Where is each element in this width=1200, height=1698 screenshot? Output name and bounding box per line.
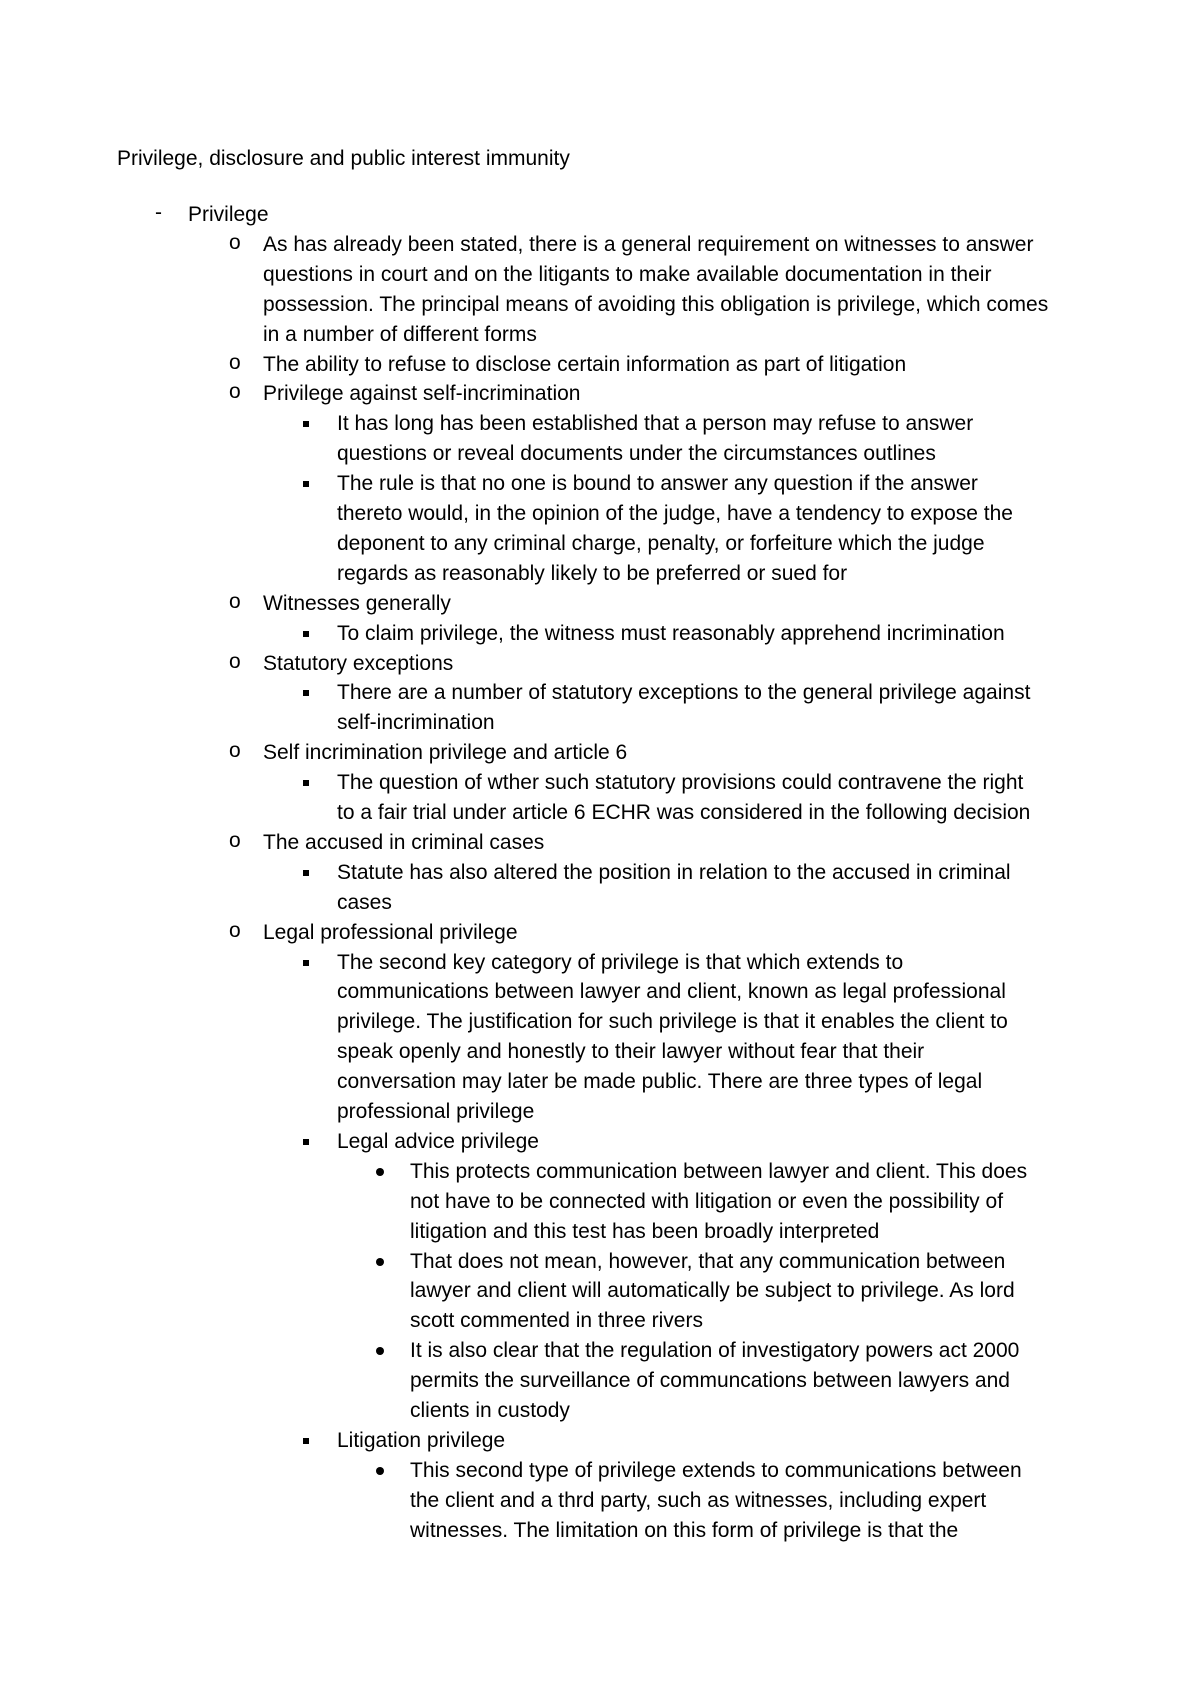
outline-subitem-text: speak openly and honestly to their lawyer without fear that their: [337, 1040, 925, 1064]
circle-bullet: o: [229, 649, 241, 673]
square-bullet: [303, 1438, 309, 1444]
circle-bullet: o: [229, 739, 241, 763]
outline-item-text: Privilege against self-incrimination: [263, 382, 581, 406]
square-bullet: [303, 1139, 309, 1145]
outline-subitem-text: questions or reveal documents under the circumstances outlines: [337, 442, 936, 466]
outline-bullet-text: litigation and this test has been broadly interpreted: [410, 1219, 880, 1243]
round-bullet: [376, 1347, 384, 1355]
circle-bullet: o: [229, 350, 241, 374]
square-bullet: [303, 690, 309, 696]
outline-item-text: The accused in criminal cases: [263, 830, 545, 854]
outline-subitem-text: There are a number of statutory exceptions to the general privilege against: [337, 681, 1031, 705]
outline-bullet-text: This protects communication between lawyer and client. This does: [410, 1159, 1028, 1183]
outline-item-text: The ability to refuse to disclose certain information as part of litigation: [263, 352, 907, 376]
outline-item-text: As has already been stated, there is a general requirement on witnesses to answer: [263, 232, 1034, 256]
outline-item-text: Legal professional privilege: [263, 920, 518, 944]
circle-bullet: o: [229, 589, 241, 613]
circle-bullet: o: [229, 230, 241, 254]
circle-bullet: o: [229, 828, 241, 852]
outline-item-text: questions in court and on the litigants to make available documentation in their: [263, 262, 992, 286]
outline-subitem-text: thereto would, in the opinion of the judge, have a tendency to expose the: [337, 502, 1013, 525]
outline-item-text: in a number of different forms: [263, 322, 537, 346]
outline-bullet-text: not have to be connected with litigation or even the possibility of: [410, 1189, 1004, 1213]
outline-subitem-text: regards as reasonably likely to be preferred or sued for: [337, 561, 848, 585]
outline-bullet-text: permits the surveillance of communcations between lawyers and: [410, 1369, 1010, 1393]
outline-subitem-text: It has long has been established that a person may refuse to answer: [337, 412, 974, 436]
round-bullet: [376, 1168, 384, 1176]
round-bullet: [376, 1258, 384, 1266]
outline-subitem-text: Litigation privilege: [337, 1428, 506, 1452]
outline-bullet-text: clients in custody: [410, 1399, 570, 1422]
round-bullet: [376, 1467, 384, 1475]
outline-subitem-text: Statute has also altered the position in relation to the accused in criminal: [337, 860, 1011, 884]
outline-bullet-text: scott commented in three rivers: [410, 1309, 703, 1333]
circle-bullet: o: [229, 918, 241, 942]
outline-bullet-text: It is also clear that the regulation of investigatory powers act 2000: [410, 1339, 1020, 1363]
outline-subitem-text: to a fair trial under article 6 ECHR was considered in the following decision: [337, 801, 1031, 824]
outline-subitem-text: communications between lawyer and client, known as legal professional: [337, 980, 1006, 1004]
square-bullet: [303, 870, 309, 876]
outline-subitem-text: privilege. The justification for such privilege is that it enables the client to: [337, 1010, 1008, 1034]
outline-subitem-text: conversation may later be made public. There are three types of legal: [337, 1070, 983, 1094]
outline-item-text: possession. The principal means of avoiding this obligation is privilege, which comes: [263, 292, 1049, 316]
outline-item-text: Witnesses generally: [263, 591, 451, 615]
outline-bullet-text: This second type of privilege extends to communications between: [410, 1458, 1022, 1482]
outline-bullet-text: the client and a thrd party, such as witnesses, including expert: [410, 1488, 987, 1512]
square-bullet: [303, 960, 309, 966]
outline-subitem-text: The question of wther such statutory provisions could contravene the right: [337, 771, 1024, 795]
outline-subitem-text: cases: [337, 890, 392, 914]
outline-bullet-text: witnesses. The limitation on this form of privilege is that the: [410, 1518, 959, 1542]
outline-subitem-text: To claim privilege, the witness must reasonably apprehend incrimination: [337, 621, 1005, 645]
section-heading: Privilege: [188, 203, 269, 226]
circle-bullet: o: [229, 380, 241, 404]
outline-subitem-text: professional privilege: [337, 1100, 535, 1123]
dash-bullet: -: [155, 201, 162, 224]
outline-subitem-text: The second key category of privilege is that which extends to: [337, 950, 904, 974]
square-bullet: [303, 631, 309, 637]
outline-subitem-text: The rule is that no one is bound to answer any question if the answer: [337, 472, 978, 496]
outline-subitem-text: deponent to any criminal charge, penalty, or forfeiture which the judge: [337, 531, 985, 555]
outline-item-text: Statutory exceptions: [263, 651, 454, 675]
square-bullet: [303, 421, 309, 427]
document-title: Privilege, disclosure and public interest immunity: [117, 147, 570, 170]
outline-item-text: Self incrimination privilege and article 6: [263, 741, 628, 765]
outline-bullet-text: That does not mean, however, that any communication between: [410, 1249, 1006, 1273]
outline-subitem-text: Legal advice privilege: [337, 1129, 539, 1153]
outline-subitem-text: self-incrimination: [337, 711, 495, 735]
square-bullet: [303, 780, 309, 786]
outline-bullet-text: lawyer and client will automatically be subject to privilege. As lord: [410, 1279, 1015, 1303]
square-bullet: [303, 481, 309, 487]
